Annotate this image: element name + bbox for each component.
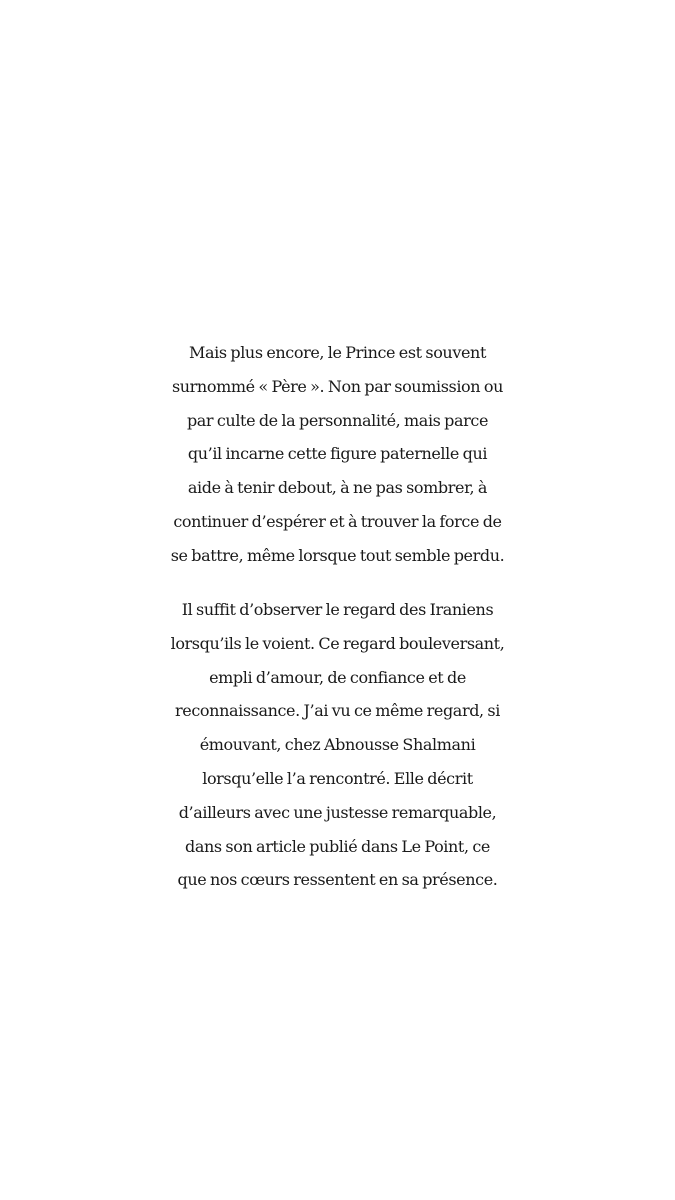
paragraph-line: dans son article publié dans Le Point, ce: [185, 836, 490, 856]
paragraph-line: continuer d’espérer et à trouver la force de: [173, 511, 502, 531]
paragraph-line: aide à tenir debout, à ne pas sombrer, à: [187, 478, 488, 498]
paragraph-line: qu’il incarne cette figure paternelle qui: [187, 444, 488, 464]
paragraph-line: d’ailleurs avec une justesse remarquable,: [178, 802, 497, 822]
paragraph-line: par culte de la personnalité, mais parce: [186, 410, 489, 430]
paragraph-line: Il suffit d’observer le regard des Iraniens: [181, 600, 494, 619]
paragraph-line: que nos cœurs ressentent en sa présence.: [177, 870, 498, 890]
paragraph-line: lorsqu’elle l’a rencontré. Elle décrit: [202, 768, 473, 788]
paragraph-2: [0, 593, 675, 897]
paragraph-line: reconnaissance. J’ai vu ce même regard, si: [175, 701, 500, 721]
paragraph-1: [0, 336, 675, 573]
paragraph-line: se battre, même lorsque tout semble perdu.: [170, 545, 505, 565]
paragraph-line: empli d’amour, de confiance et de: [209, 667, 466, 687]
paragraph-line: émouvant, chez Abnousse Shalmani: [199, 735, 476, 755]
paragraph-line: lorsqu’ils le voient. Ce regard bouleversant,: [170, 633, 505, 653]
paragraph-line: Mais plus encore, le Prince est souvent: [189, 343, 486, 362]
paragraph-line: surnommé « Père ». Non par soumission ou: [171, 376, 504, 396]
